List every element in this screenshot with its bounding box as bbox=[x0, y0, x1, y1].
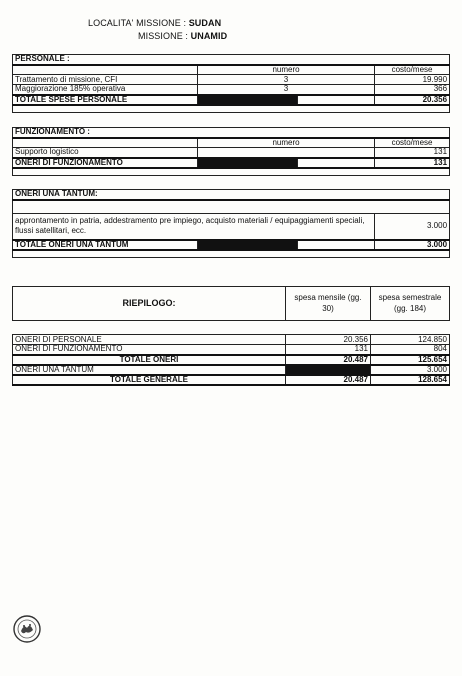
localita-label: LOCALITA' MISSIONE : bbox=[88, 18, 187, 28]
funzionamento-total-value: 131 bbox=[375, 158, 450, 168]
table-row: Trattamento di missione, CFI 3 19.990 bbox=[13, 75, 450, 85]
localita-value: SUDAN bbox=[188, 18, 222, 28]
personale-col-numero: numero bbox=[198, 65, 375, 75]
funzionamento-table bbox=[12, 127, 450, 176]
personale-col-costo: costo/mese bbox=[375, 65, 450, 75]
riepilogo-col-mensile: spesa mensile (gg. 30) bbox=[286, 287, 371, 321]
table-row: Maggiorazione 185% operativa 3 366 bbox=[13, 85, 450, 95]
totale-generale-semestrale: 128.654 bbox=[371, 375, 450, 385]
una-tantum-table bbox=[12, 189, 450, 258]
table-row: ONERI DI FUNZIONAMENTO 131 804 bbox=[13, 345, 450, 355]
personale-total-label: TOTALE SPESE PERSONALE bbox=[13, 95, 198, 105]
personale-title: PERSONALE : bbox=[13, 55, 450, 65]
riepilogo-title: RIEPILOGO: bbox=[13, 287, 286, 321]
header-missione bbox=[138, 31, 227, 41]
riepilogo-header-table bbox=[12, 286, 450, 321]
missione-label: MISSIONE : bbox=[138, 31, 189, 41]
redaction-block bbox=[286, 365, 371, 375]
funzionamento-title: FUNZIONAMENTO : bbox=[13, 128, 450, 138]
personale-total-value: 20.356 bbox=[375, 95, 450, 105]
una-tantum-total-label: TOTALE ONERI UNA TANTUM bbox=[13, 240, 198, 250]
riepilogo-table bbox=[12, 334, 450, 386]
totale-oneri-label: TOTALE ONERI bbox=[13, 355, 286, 365]
totale-generale-mensile: 20.487 bbox=[286, 375, 371, 385]
table-row: ONERI UNA TANTUM 3.000 bbox=[13, 365, 450, 375]
totale-generale-label: TOTALE GENERALE bbox=[13, 375, 286, 385]
header-localita bbox=[88, 18, 221, 28]
redaction-block bbox=[198, 240, 298, 250]
una-tantum-total-row bbox=[13, 240, 450, 250]
missione-value: UNAMID bbox=[190, 31, 228, 41]
table-row: approntamento in patria, addestramento pre impiego, acquisto materiali / equipaggiamenti speciali, flussi satellitari, ecc. 3.000 bbox=[13, 214, 450, 240]
funzionamento-total-row bbox=[13, 158, 450, 168]
table-row: ONERI DI PERSONALE 20.356 124.850 bbox=[13, 335, 450, 345]
round-seal-icon bbox=[12, 614, 42, 644]
redaction-block bbox=[198, 95, 298, 105]
totale-generale-row bbox=[13, 375, 450, 385]
redaction-block bbox=[198, 158, 298, 168]
personale-table bbox=[12, 54, 450, 113]
riepilogo-col-semestrale: spesa semestrale (gg. 184) bbox=[371, 287, 450, 321]
table-row: Supporto logistico 131 bbox=[13, 148, 450, 158]
totale-oneri-mensile: 20.487 bbox=[286, 355, 371, 365]
funzionamento-total-label: ONERI DI FUNZIONAMENTO bbox=[13, 158, 198, 168]
una-tantum-total-value: 3.000 bbox=[375, 240, 450, 250]
totale-oneri-row bbox=[13, 355, 450, 365]
funzionamento-col-costo: costo/mese bbox=[375, 138, 450, 148]
una-tantum-title: ONERI UNA TANTUM: bbox=[13, 190, 450, 200]
personale-total-row bbox=[13, 95, 450, 105]
funzionamento-col-numero: numero bbox=[198, 138, 375, 148]
totale-oneri-semestrale: 125.654 bbox=[371, 355, 450, 365]
